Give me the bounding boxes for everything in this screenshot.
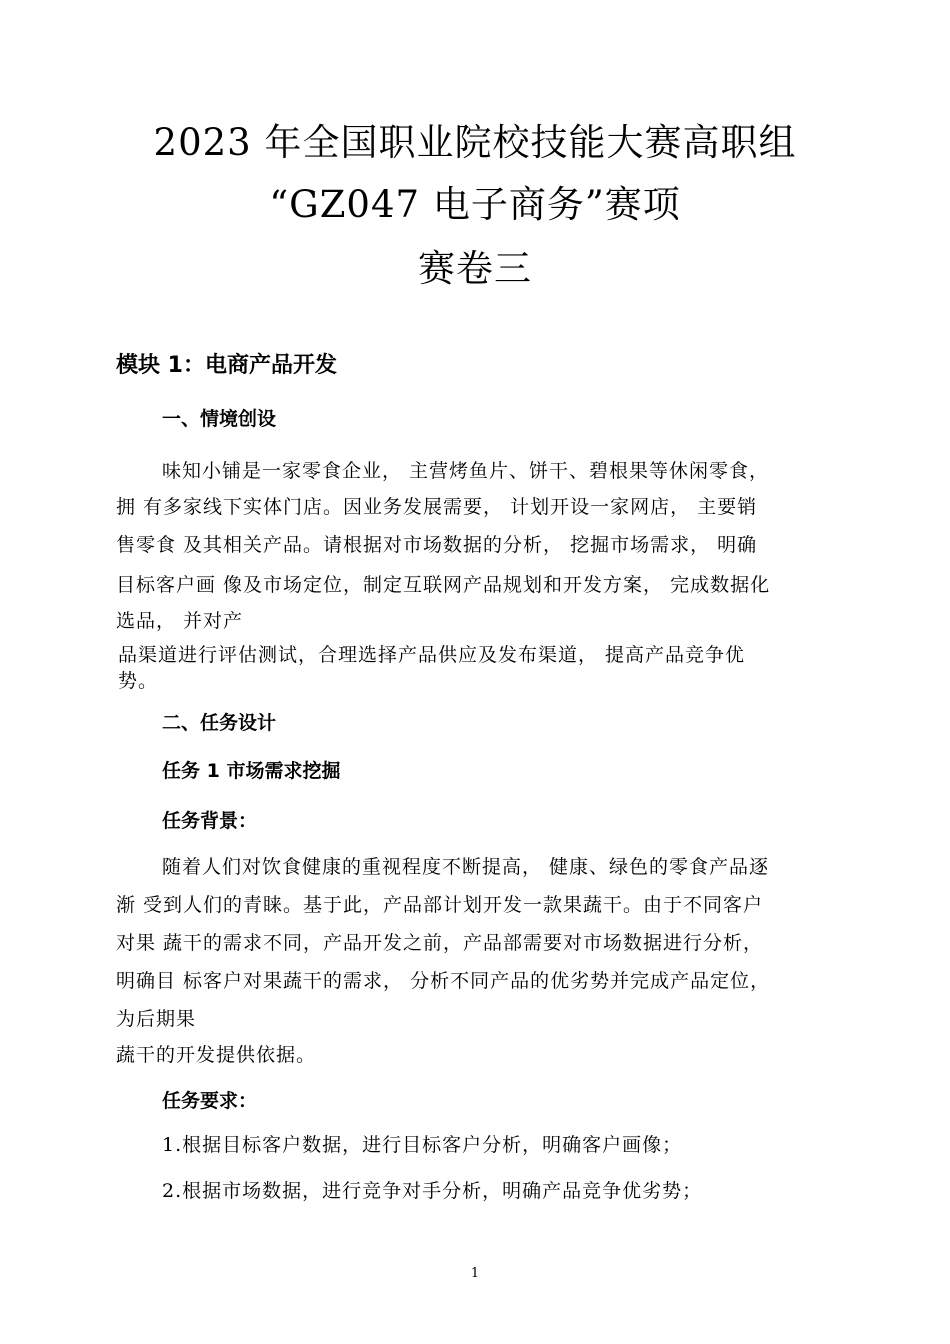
doc-title-line2: “GZ047 电子商务”赛项 (269, 183, 681, 226)
section1-heading: 一、情境创设 (162, 408, 277, 430)
paragraph-line: 随着人们对饮食健康的重视程度不断提高， 健康、绿色的零食产品逐 (162, 856, 770, 878)
page-number: 1 (470, 1266, 480, 1281)
requirement-item: 2.根据市场数据，进行竞争对手分析，明确产品竞争优劣势； (162, 1180, 703, 1202)
task-title: 任务 1 市场需求挖掘 (162, 760, 341, 782)
paragraph-line: 售零食 及其相关产品。请根据对市场数据的分析， 挖掘市场需求， 明确 (116, 534, 758, 556)
paragraph-line: 为后期果 (116, 1008, 197, 1030)
requirements-label: 任务要求： (162, 1090, 258, 1112)
requirement-item: 1.根据目标客户数据，进行目标客户分析，明确客户画像； (162, 1134, 683, 1156)
doc-title-line1: 2023 年全国职业院校技能大赛高职组 (153, 121, 797, 164)
paragraph-line: 拥 有多家线下实体门店。因业务发展需要， 计划开设一家网店， 主要销 (116, 496, 758, 518)
paragraph-line: 蔬干的开发提供依据。 (116, 1044, 317, 1066)
paragraph-line: 品渠道进行评估测试，合理选择产品供应及发布渠道， 提高产品竞争优 (118, 644, 746, 666)
paragraph-line: 目标客户画 像及市场定位，制定互联网产品规划和开发方案， 完成数据化 (116, 574, 771, 596)
paragraph-line: 对果 蔬干的需求不同，产品开发之前，产品部需要对市场数据进行分析， (116, 932, 764, 954)
section2-heading: 二、任务设计 (162, 712, 277, 734)
background-label: 任务背景： (162, 810, 258, 832)
paragraph-line: 明确目 标客户对果蔬干的需求， 分析不同产品的优劣势并完成产品定位， (116, 970, 771, 992)
module-heading: 模块 1：电商产品开发 (116, 353, 337, 378)
paragraph-line: 渐 受到人们的青睐。基于此，产品部计划开发一款果蔬干。由于不同客户 (116, 894, 764, 916)
paragraph-line: 势。 (118, 670, 159, 692)
paragraph-line: 选品， 并对产 (116, 610, 244, 632)
doc-title-line3: 赛卷三 (418, 247, 532, 290)
paragraph-line: 味知小铺是一家零食企业， 主营烤鱼片、饼干、碧根果等休闲零食， (162, 460, 770, 482)
